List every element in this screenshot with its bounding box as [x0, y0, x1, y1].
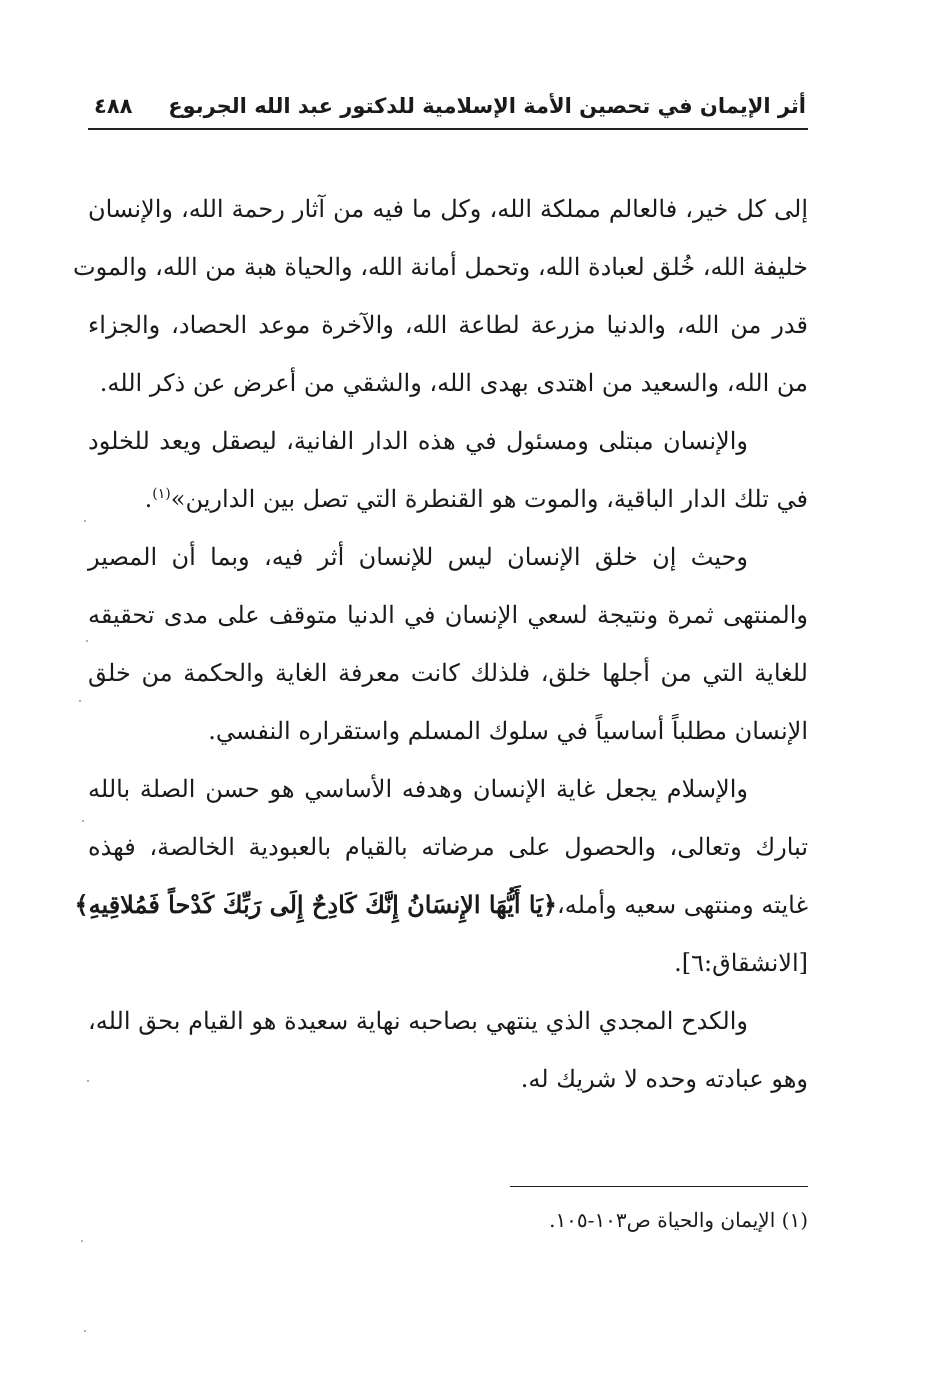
text-line: والإسلام يجعل غاية الإنسان وهدفه الأساسي هو حسن الصلة بالله: [88, 775, 748, 803]
text-line: والإنسان مبتلى ومسئول في هذه الدار الفانية، ليصقل ويعد للخلود: [88, 427, 748, 455]
page-number: ٤٨٨: [94, 94, 133, 118]
text-line: تبارك وتعالى، والحصول على مرضاته بالقيام بالعبودية الخالصة، فهذه: [88, 833, 808, 861]
footnote-marker[interactable]: (١): [152, 486, 171, 502]
text-line: [الانشقاق:٦].: [674, 949, 808, 977]
scan-speck: [84, 1330, 86, 1332]
text-fragment: غايته ومنتهى سعيه وأمله،: [556, 891, 808, 919]
text-line: [88, 470, 808, 528]
scan-speck: [79, 700, 81, 702]
scan-speck: [84, 520, 86, 522]
scan-speck: [86, 640, 88, 642]
main-text: [73, 180, 808, 1108]
text-line: [74, 876, 808, 934]
text-fragment: .: [144, 485, 153, 513]
text-line: خليفة الله، خُلق لعبادة الله، وتحمل أمانة الله، والحياة هبة من الله، والموت: [73, 253, 808, 281]
text-line: وحيث إن خلق الإنسان ليس للإنسان أثر فيه، وبما أن المصير: [88, 543, 748, 571]
footnote-rule: [510, 1186, 808, 1187]
scan-speck: [82, 820, 84, 822]
text-line: للغاية التي من أجلها خلق، فلذلك كانت معرفة الغاية والحكمة من خلق: [88, 659, 808, 687]
text-line: قدر من الله، والدنيا مزرعة لطاعة الله، والآخرة موعد الحصاد، والجزاء: [88, 311, 808, 339]
text-line: إلى كل خير، فالعالم مملكة الله، وكل ما فيه من آثار رحمة الله، والإنسان: [88, 195, 808, 223]
text-line: وهو عبادته وحده لا شريك له.: [520, 1065, 808, 1093]
footnote: (١) الإيمان والحياة ص١٠٣-١٠٥.: [549, 1208, 808, 1232]
text-line: والمنتهى ثمرة ونتيجة لسعي الإنسان في الدنيا متوقف على مدى تحقيقه: [88, 601, 808, 629]
text-line: والكدح المجدي الذي ينتهي بصاحبه نهاية سعيدة هو القيام بحق الله،: [88, 1007, 748, 1035]
running-header-title: أثر الإيمان في تحصين الأمة الإسلامية للدكتور عبد الله الجربوع: [168, 94, 806, 118]
header-rule: [88, 128, 808, 130]
running-header: [90, 92, 808, 128]
text-line: الإنسان مطلباً أساسياً في سلوك المسلم واستقراره النفسي.: [208, 717, 808, 745]
text-line: من الله، والسعيد من اهتدى بهدى الله، والشقي من أعرض عن ذكر الله.: [99, 369, 808, 397]
quran-verse: ﴿يَا أَيُّهَا الإِنسَانُ إِنَّكَ كَادِحٌ إِلَى رَبِّكَ كَدْحاً فَمُلاقِيهِ﴾: [74, 890, 557, 919]
scan-speck: [81, 1240, 83, 1242]
text-fragment: في تلك الدار الباقية، والموت هو القنطرة التي تصل بين الدارين»: [170, 485, 808, 513]
scan-speck: [87, 1080, 89, 1082]
